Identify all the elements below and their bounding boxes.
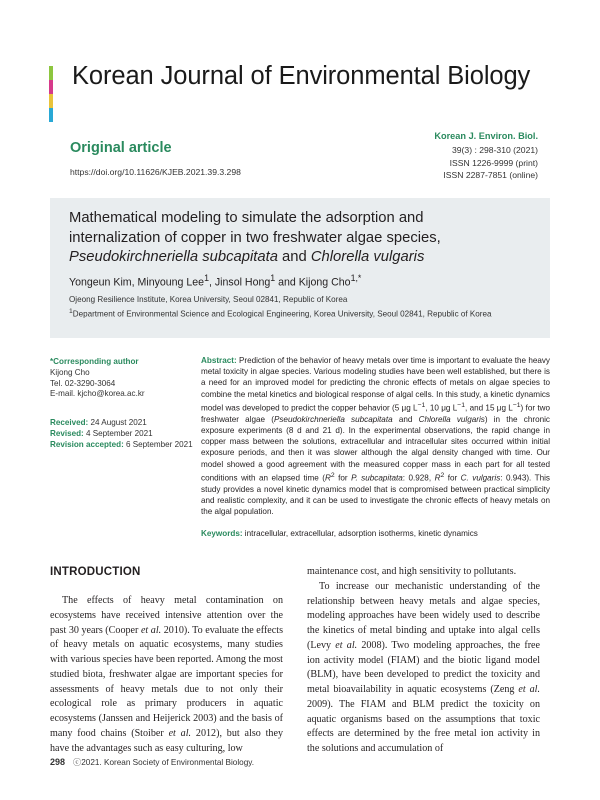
body-column-left [50,594,283,756]
keywords-text: intracellular, extracellular, adsorption isotherms, kinetic dynamics [242,529,478,538]
abstract-sup: −1 [457,401,465,409]
body-text: 2009). The FIAM and BLM predict the toxicity on aquatic organisms based on the assumptions that toxic effects are determined by the free metal ion activity in the solutions and accumulation of [307,698,540,754]
abstract-text: , 10 μg L [425,403,458,413]
color-segment-blue [49,108,53,122]
article-type: Original article [70,140,172,156]
abstract-text: Prediction of the behavior of heavy metals over time is important to evaluate the heavy metal toxicity in algae species. Various modeling studies have been well established, but there is a need for an improved model for predicting the chronic effects of metals on algae species to combine the metal kinetics and biological response of algal cells. In this study, a kinetic dynamics model was developed to predict the copper behavior (5 μg L [201,356,550,413]
body-text: To increase our mechanistic understanding of the relationship between heavy metals and algae species, modeling approaches have been widely used to describe the kinetics of metal binding and uptake into algal cells (Levy [307,580,540,651]
received-value: 24 August 2021 [88,418,147,428]
author-text: Yongeun Kim, Minyoung Lee [69,276,205,289]
received-date [50,418,200,429]
revised-label: Revised: [50,428,84,438]
body-text: 2008). Two modeling approaches, the free ion activity model (FIAM) and the biotic ligand model (BLM), have been developed to predict the toxicity and metal bioavailability in aquatic ecosystems (Zeng [307,639,541,695]
abstract-species: Pseudokirchneriella subcapitata [273,414,393,424]
journal-color-bar [49,66,53,122]
page-number: 298 [50,757,66,767]
et-al: et al. [335,639,358,651]
accepted-date [50,440,200,451]
received-label: Received: [50,418,89,428]
abstract-label: Abstract: [201,356,237,365]
abstract-sup: −1 [417,401,426,409]
abstract-sup: 2 [330,471,335,479]
paragraph [50,594,283,756]
abstract-species: P. subcapitata [351,473,403,483]
doi-link[interactable]: https://doi.org/10.11626/KJEB.2021.39.3.298 [70,167,241,177]
abstract-text: for [444,473,461,483]
abstract-text: and [392,414,419,424]
title-species-1: Pseudokirchneriella subcapitata [69,249,278,265]
revised-date [50,429,200,440]
abstract-r: R [324,473,331,483]
article-title [69,209,539,268]
corresponding-name: Kijong Cho [50,367,90,377]
affiliation-2-text: Department of Environmental Science and Ecological Engineering, Korea University, Seoul 02841, Republic of Korea [72,309,492,319]
volume-pages: 39(3) : 298-310 (2021) [452,145,538,156]
keywords [201,529,478,538]
abstract-species: Chlorella vulgaris [418,414,485,424]
title-line-2: internalization of copper in two freshwater algae species, [69,229,441,246]
corresponding-heading: *Corresponding author [50,357,139,366]
color-segment-yellow [49,94,53,108]
author-sup: 1 [204,273,209,283]
accepted-label: Revision accepted: [50,439,124,449]
abstract-text: : 0.943). This study provides a novel kinetic dynamics model that is compromised between practical simplicity and realistic complexity, and it can be used to investigate the chronic effects of heavy metals on the algal population. [201,473,550,517]
color-segment-pink [49,80,53,94]
affiliation-1: Ojeong Resilience Institute, Korea University, Seoul 02841, Republic of Korea [69,295,348,304]
abstract-r: R [434,473,441,483]
abstract-text: , and 15 μg L [465,403,513,413]
body-text: 2012), but also they have the advantages such as easy culturing, low [50,727,284,754]
author-sup: 1 [270,273,276,283]
paragraph [307,580,540,757]
issn-print: ISSN 1226-9999 (print) [449,157,538,168]
et-al: et al. [140,624,162,636]
body-text: 2010). To evaluate the effects of heavy metals on aquatic ecosystems, many studies with various species have been reported. Among the most studied biota, freshwater algae are important species for assessments of heavy metals due to not only their ecological role as primary producers in aquatic ecosystems (Janssen and Heijerick 2003) and the basis of many food chains (Stoiber [50,624,284,739]
corresponding-tel: Tel. 02-3290-3064 [50,378,116,388]
page-footer [50,757,254,768]
paragraph: maintenance cost, and high sensitivity to pollutants. [307,566,517,577]
title-species-2: Chlorella vulgaris [310,249,425,265]
title-box [50,198,550,338]
corresponding-email[interactable]: E-mail. kjcho@korea.ac.kr [50,389,145,399]
section-heading: INTRODUCTION [50,566,141,578]
et-al: et al. [168,727,192,739]
journal-abbreviation: Korean J. Environ. Biol. [434,131,538,141]
citation-block [434,130,538,181]
color-segment-green [49,66,53,80]
title-line-3 [69,248,539,268]
author-text: and Kijong Cho [275,276,351,289]
affiliation-sup: 1 [69,308,73,315]
body-text: The effects of heavy metal contamination on ecosystems have received intensive attention over the past 30 years (Cooper [50,595,283,636]
author-sup: 1,* [350,273,362,283]
abstract-text: ) for two freshwater algae ( [201,403,550,424]
abstract-sup: −1 [512,401,521,409]
abstract [201,355,550,517]
title-line-1: Mathematical modeling to simulate the adsorption and [69,210,424,226]
affiliation-2 [69,308,491,319]
abstract-text: ) in the chronic exposure experiments (8 d and 21 d). In the experimental observations, the rapid change in copper mass between the solutions, extracellular and intracellular sites occurred within initial exposure periods, and then it was slower although the algal density changed with time. Our model showed a good agreement with the measured copper mass in each part for all tested conditions with an elapsed time ( [201,414,550,483]
issn-online: ISSN 2287-7851 (online) [443,169,538,180]
abstract-species: C. vulgaris [460,473,501,483]
keywords-label: Keywords: [201,529,243,538]
abstract-text: : 0.928, [402,473,435,483]
revised-value: 4 September 2021 [83,428,153,438]
et-al: et al. [518,684,540,695]
accepted-value: 6 September 2021 [123,439,193,449]
journal-title: Korean Journal of Environmental Biology [72,62,531,90]
abstract-text: for [334,473,352,483]
article-info-sidebar [50,357,200,451]
copyright: ⓒ2021. Korean Society of Environmental Biology. [73,758,255,767]
title-and: and [277,249,311,265]
author-text: , Jinsol Hong [209,276,271,289]
abstract-sup: 2 [440,471,445,479]
authors [69,273,361,289]
body-column-right [307,565,540,757]
